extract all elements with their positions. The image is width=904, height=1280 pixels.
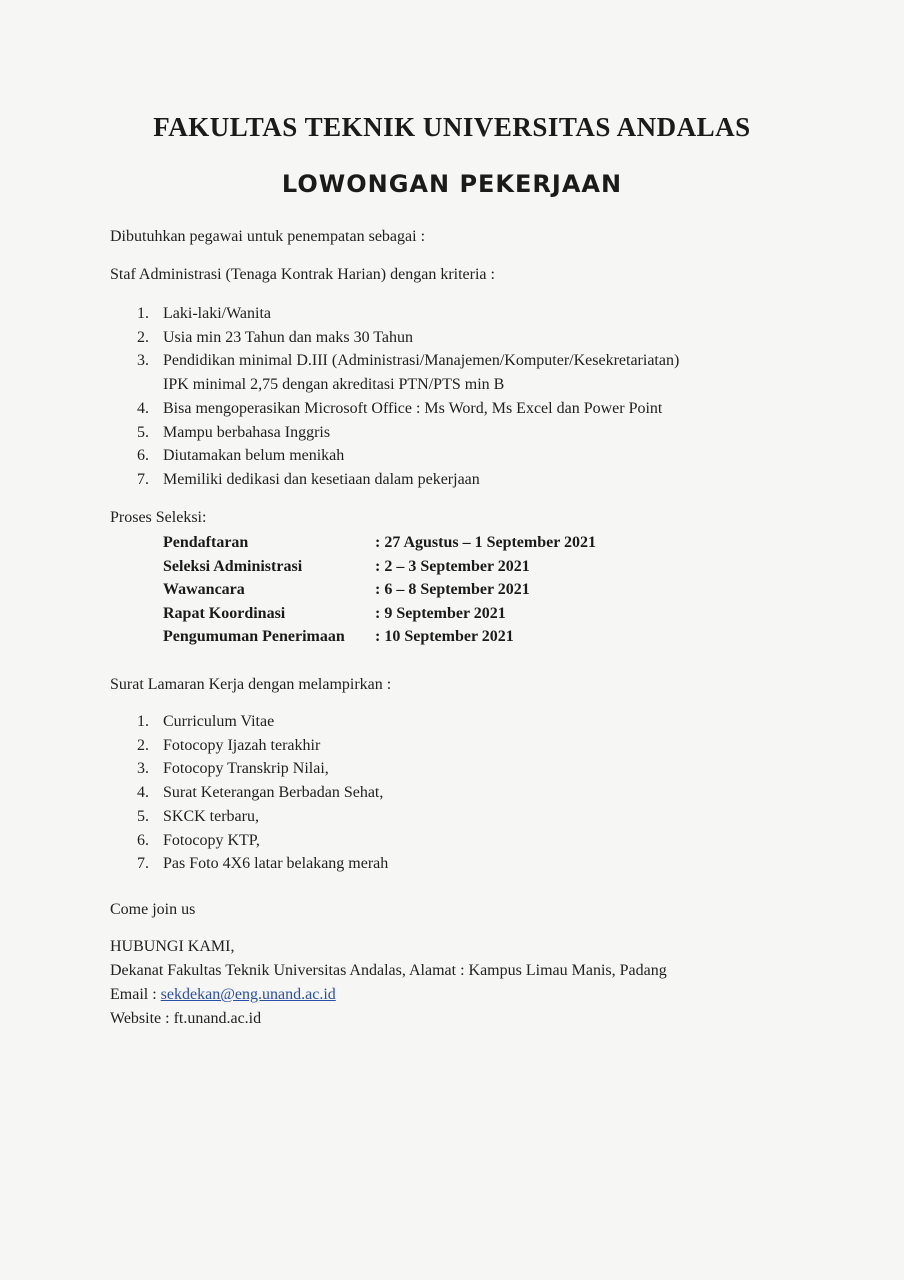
come-join-us: Come join us — [110, 901, 196, 918]
list-item — [130, 757, 388, 781]
list-text: Fotocopy Transkrip Nilai, — [163, 760, 329, 778]
schedule-row — [163, 578, 683, 602]
schedule-date: : 27 Agustus – 1 September 2021 — [375, 534, 597, 551]
list-item — [130, 805, 388, 829]
schedule-date: : 6 – 8 September 2021 — [375, 581, 530, 598]
application-documents-list — [130, 710, 388, 876]
schedule-label: Rapat Koordinasi — [163, 604, 286, 622]
list-text: Usia min 23 Tahun dan maks 30 Tahun — [163, 328, 414, 346]
schedule-label: Pendaftaran — [163, 534, 249, 551]
list-number: 2. — [137, 736, 149, 754]
list-text: SKCK terbaru, — [163, 807, 259, 825]
list-text: Memiliki dedikasi dan kesetiaan dalam pekerjaan — [163, 470, 480, 488]
list-item — [130, 326, 679, 350]
job-vacancy-heading: LOWONGAN PEKERJAAN — [281, 170, 623, 198]
schedule-row — [163, 531, 683, 555]
schedule-label: Seleksi Administrasi — [163, 557, 303, 575]
list-number: 1. — [137, 305, 149, 322]
list-item — [130, 349, 679, 396]
schedule-date: : 10 September 2021 — [375, 628, 514, 645]
list-number: 5. — [137, 807, 149, 825]
list-text: Fotocopy Ijazah terakhir — [163, 736, 321, 754]
list-number: 6. — [137, 831, 149, 849]
list-item — [130, 710, 388, 734]
list-text: Diutamakan belum menikah — [163, 447, 345, 465]
list-item — [130, 444, 679, 468]
schedule-row — [163, 555, 683, 579]
list-number: 7. — [137, 855, 149, 873]
list-number: 2. — [137, 328, 149, 346]
list-text: Curriculum Vitae — [163, 713, 275, 730]
email-link[interactable]: sekdekan@eng.unand.ac.id — [160, 986, 336, 1003]
list-number: 4. — [137, 399, 149, 417]
contact-address: Dekanat Fakultas Teknik Universitas Andalas, Alamat : Kampus Limau Manis, Padang — [110, 962, 667, 979]
list-text: Bisa mengoperasikan Microsoft Office : Ms Word, Ms Excel dan Power Point — [163, 399, 663, 417]
selection-schedule — [163, 531, 683, 649]
contact-website: Website : ft.unand.ac.id — [110, 1010, 262, 1027]
intro-line-1: Dibutuhkan pegawai untuk penempatan sebagai : — [110, 228, 426, 245]
list-item — [130, 852, 388, 876]
schedule-date: : 2 – 3 September 2021 — [375, 557, 530, 575]
list-text: Mampu berbahasa Inggris — [163, 423, 331, 441]
contact-heading: HUBUNGI KAMI, — [110, 938, 235, 955]
selection-heading: Proses Seleksi: — [110, 509, 207, 526]
list-text: Laki-laki/Wanita — [163, 305, 271, 322]
list-text: Fotocopy KTP, — [163, 831, 260, 849]
list-item — [130, 781, 388, 805]
list-text: Pendidikan minimal D.III (Administrasi/Manajemen/Komputer/Kesekretariatan) — [163, 352, 680, 370]
list-number: 4. — [137, 784, 149, 802]
list-number: 5. — [137, 423, 149, 441]
list-item — [130, 468, 679, 492]
schedule-date: : 9 September 2021 — [375, 604, 506, 622]
list-number: 7. — [137, 470, 149, 488]
list-item — [130, 302, 679, 326]
list-text-continuation: IPK minimal 2,75 dengan akreditasi PTN/PTS min B — [163, 376, 505, 394]
list-text: Surat Keterangan Berbadan Sehat, — [163, 784, 384, 802]
email-label: Email : — [110, 986, 161, 1003]
application-heading: Surat Lamaran Kerja dengan melampirkan : — [110, 676, 392, 693]
list-item — [130, 734, 388, 758]
list-number: 1. — [137, 713, 149, 730]
institution-title: FAKULTAS TEKNIK UNIVERSITAS ANDALAS — [153, 112, 751, 142]
schedule-label: Pengumuman Penerimaan — [163, 628, 345, 645]
list-item — [130, 397, 679, 421]
schedule-row — [163, 602, 683, 626]
list-number: 3. — [137, 760, 149, 778]
list-number: 6. — [137, 447, 149, 465]
criteria-list — [130, 302, 679, 492]
list-item — [130, 829, 388, 853]
list-text: Pas Foto 4X6 latar belakang merah — [163, 855, 389, 873]
schedule-label: Wawancara — [163, 581, 245, 598]
list-number: 3. — [137, 352, 149, 370]
intro-line-2: Staf Administrasi (Tenaga Kontrak Harian) dengan kriteria : — [110, 266, 495, 283]
list-item — [130, 421, 679, 445]
schedule-row — [163, 625, 683, 649]
contact-email-line — [110, 986, 336, 1004]
